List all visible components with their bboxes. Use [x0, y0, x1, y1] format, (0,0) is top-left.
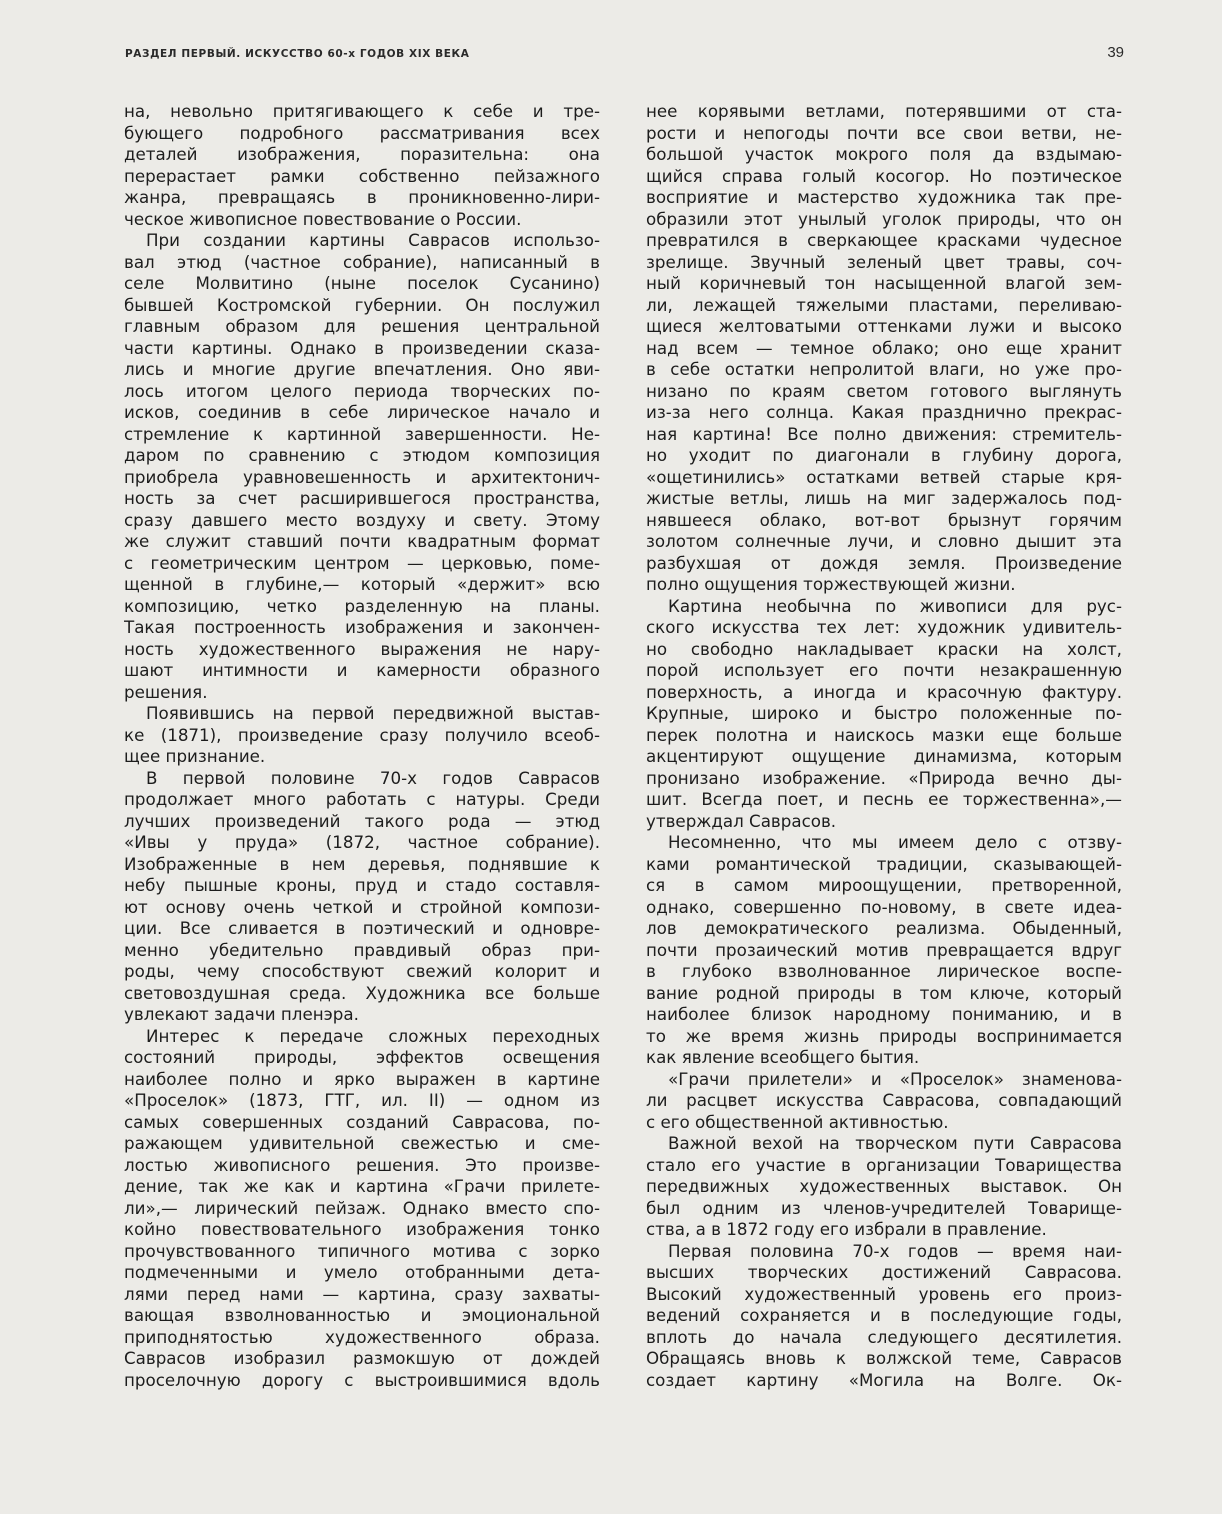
text-line: стремление к картинной завершенности. Не- [124, 423, 600, 444]
text-line: шают интимности и камерности образного [124, 660, 600, 680]
text-line: ства, а в 1872 году его избрали в правление. [646, 1219, 1047, 1239]
text-line: разбухшая от дождя земля. Произведение [646, 552, 1122, 573]
text-line: селе Молвитино (ныне поселок Сусанино) [124, 273, 600, 293]
text-line: пронизано изображение. «Природа вечно ды- [646, 767, 1122, 788]
text-line: части картины. Однако в произведении сказа- [124, 337, 600, 358]
text-line: щийся справа голый косогор. Но поэтическое [646, 165, 1122, 186]
text-line: даром по сравнению с этюдом композиция [124, 445, 600, 465]
text-line: с геометрическим центром — церковью, поме- [124, 552, 600, 573]
text-line: Появившись на первой передвижной выстав- [146, 703, 600, 723]
text-line: композицию, четко разделенную на планы. [124, 595, 600, 616]
text-line: койно повествовательного изображения тонко [124, 1219, 600, 1239]
text-line: ность за счет расширившегося пространства, [124, 488, 600, 508]
text-line: Несомненно, что мы имеем дело с отзву- [668, 832, 1122, 852]
text-line: лучших произведений такого рода — этюд [124, 810, 600, 831]
text-line: Картина необычна по живописи для рус- [668, 595, 1122, 616]
text-line: щиеся желтоватыми оттенками лужи и высоко [646, 316, 1122, 336]
text-line: Интерес к передаче сложных переходных [146, 1025, 600, 1046]
text-line: «Ивы у пруда» (1872, частное собрание). [124, 832, 600, 852]
text-line: ведений сохраняется и в последующие годы, [646, 1305, 1122, 1325]
text-line: Саврасов изобразил размокшую от дождей [124, 1348, 600, 1368]
text-line: Важной вехой на творческом пути Саврасова [668, 1133, 1122, 1153]
text-line: «Грачи прилетели» и «Проселок» знаменова- [668, 1068, 1122, 1089]
text-line: ли, лежащей тяжелыми пластами, переливаю- [646, 294, 1122, 315]
text-line: исков, соединив в себе лирическое начало и [124, 402, 600, 422]
text-line: шит. Всегда поет, и песнь ее торжественна»,— [646, 789, 1122, 809]
text-line: образили этот унылый уголок природы, что он [646, 208, 1122, 229]
text-line: световоздушная среда. Художника все больше [124, 982, 600, 1003]
left-text-column [124, 101, 600, 1391]
text-line: же служит ставший почти квадратным формат [124, 531, 600, 551]
text-line: В первой половине 70-х годов Саврасов [146, 767, 600, 788]
text-line: лями перед нами — картина, сразу захваты- [124, 1283, 600, 1304]
text-line: прочувствованного типичного мотива с зорко [124, 1240, 600, 1261]
text-line: лись и многие другие впечатления. Оно яви- [124, 359, 600, 379]
text-line: Такая построенность изображения и закончен- [124, 617, 600, 637]
text-line: ность художественного выражения не нару- [124, 638, 600, 659]
text-line: стало его участие в организации Товарищества [646, 1154, 1122, 1175]
text-line: ского искусства тех лет: художник удивитель- [646, 617, 1122, 637]
text-line: однако, совершенно по-новому, в свете идеа- [646, 896, 1122, 917]
text-line: вплоть до начала следующего десятилетия. [646, 1326, 1122, 1347]
text-line: «ощетинились» остатками ветвей старые кря- [646, 466, 1122, 487]
text-line: жанра, превращаясь в проникновенно-лири- [124, 187, 600, 207]
text-line: Первая половина 70-х годов — время наи- [668, 1240, 1122, 1261]
text-line: нявшееся облако, вот-вот брызнут горячим [646, 509, 1122, 530]
text-line: проселочную дорогу с выстроившимися вдоль [124, 1369, 600, 1390]
text-line: высших творческих достижений Саврасова. [646, 1262, 1122, 1282]
text-line: щее признание. [124, 746, 266, 766]
text-line: превратился в сверкающее красками чудесное [646, 230, 1122, 250]
text-line: ный коричневый тон насыщенной влагой зем- [646, 273, 1122, 293]
text-line: Высокий художественный уровень его произ- [646, 1283, 1122, 1304]
text-line: Обращаясь вновь к волжской теме, Саврасов [646, 1348, 1122, 1368]
text-line: нее корявыми ветлами, потерявшими от ста- [646, 101, 1122, 121]
text-line: бующего подробного рассматривания всех [124, 122, 600, 143]
text-line: жистые ветлы, лишь на миг задержалось под- [646, 488, 1122, 508]
text-line: продолжает много работать с натуры. Среди [124, 789, 600, 809]
text-line: порой использует его почти незакрашенную [646, 660, 1122, 680]
text-line: роды, чему способствуют свежий колорит и [124, 961, 600, 981]
text-line: При создании картины Саврасов использо- [146, 230, 600, 250]
text-line: зрелище. Звучный зеленый цвет травы, соч- [646, 251, 1122, 272]
text-line: но уходит по диагонали в глубину дорога, [646, 445, 1122, 465]
text-line: состояний природы, эффектов освещения [124, 1047, 600, 1067]
text-line: в глубоко взволнованное лирическое воспе- [646, 961, 1122, 981]
text-line: ческое живописное повествование о России. [124, 208, 522, 229]
text-line: ся в самом мироощущении, претворенной, [646, 875, 1122, 895]
text-line: поверхность, а иногда и красочную фактуру. [646, 681, 1122, 702]
page-number: 39 [1107, 44, 1124, 61]
text-line: ют основу очень четкой и стройной компози- [124, 896, 600, 917]
text-line: сразу давшего место воздуху и свету. Этому [124, 509, 600, 530]
text-line: создает картину «Могила на Волге. Ок- [646, 1369, 1122, 1390]
text-line: утверждал Саврасов. [646, 810, 837, 831]
text-line: с его общественной активностью. [646, 1111, 949, 1132]
text-line: ке (1871), произведение сразу получило всеоб- [124, 724, 600, 745]
text-line: но свободно накладывает краски на холст, [646, 638, 1122, 659]
text-line: акцентируют ощущение динамизма, которым [646, 746, 1122, 766]
text-line: на, невольно притягивающего к себе и тре- [124, 101, 600, 121]
text-line: самых совершенных созданий Саврасова, по- [124, 1111, 600, 1132]
text-line: вал этюд (частное собрание), написанный в [124, 251, 600, 272]
text-line: наиболее близок народному пониманию, и в [646, 1004, 1122, 1024]
text-line: то же время жизнь природы воспринимается [646, 1025, 1122, 1046]
text-line: бывшей Костромской губернии. Он послужил [124, 294, 600, 315]
text-line: как явление всеобщего бытия. [646, 1047, 920, 1067]
text-line: перерастает рамки собственно пейзажного [124, 165, 600, 186]
text-line: в себе остатки непролитой влаги, но уже про- [646, 359, 1122, 379]
text-line: лось итогом целого периода творческих по- [124, 380, 600, 401]
text-line: приподнятостью художественного образа. [124, 1326, 600, 1347]
text-line: ражающем удивительной свежестью и сме- [124, 1133, 600, 1153]
text-line: перек полотна и наискось мазки еще больше [646, 724, 1122, 745]
text-line: менно убедительно правдивый образ при- [124, 939, 600, 960]
text-line: над всем — темное облако; оно еще хранит [646, 337, 1122, 358]
text-line: подмеченными и умело отобранными дета- [124, 1262, 600, 1282]
text-line: главным образом для решения центральной [124, 316, 600, 336]
text-line: был одним из членов-учредителей Товарище- [646, 1197, 1122, 1218]
text-line: решения. [124, 681, 208, 702]
text-line: увлекают задачи пленэра. [124, 1004, 359, 1024]
running-head: РАЗДЕЛ ПЕРВЫЙ. ИСКУССТВО 60-х ГОДОВ XIX ВЕКА [125, 48, 470, 60]
text-line: золотом солнечные лучи, и словно дышит эта [646, 531, 1122, 551]
text-line: вающая взволнованностью и эмоциональной [124, 1305, 600, 1325]
text-line: низано по краям светом готового выглянуть [646, 380, 1122, 401]
text-line: почти прозаический мотив превращается вдруг [646, 939, 1122, 960]
text-line: «Проселок» (1873, ГТГ, ил. II) — одном из [124, 1090, 600, 1110]
text-line: небу пышные кроны, пруд и стадо составля- [124, 875, 600, 895]
right-text-column [646, 101, 1122, 1391]
text-line: лов демократического реализма. Обыденный, [646, 918, 1122, 938]
text-line: Крупные, широко и быстро положенные по- [646, 703, 1122, 723]
text-line: наиболее полно и ярко выражен в картине [124, 1068, 600, 1089]
text-line: ная картина! Все полно движения: стремитель- [646, 423, 1122, 444]
text-line: деталей изображения, поразительна: она [124, 144, 600, 164]
text-line: из-за него солнца. Какая празднично прекрас- [646, 402, 1122, 422]
text-line: передвижных художественных выставок. Он [646, 1176, 1122, 1196]
text-line: ли»,— лирический пейзаж. Однако вместо спо- [124, 1197, 600, 1218]
text-line: ли расцвет искусства Саврасова, совпадающий [646, 1090, 1122, 1110]
text-line: щенной в глубине,— который «держит» всю [124, 574, 600, 594]
text-line: ками романтической традиции, сказывающей- [646, 853, 1122, 874]
text-line: вание родной природы в том ключе, который [646, 982, 1122, 1003]
text-line: лостью живописного решения. Это произве- [124, 1154, 600, 1175]
text-line: восприятие и мастерство художника так пре- [646, 187, 1122, 207]
text-line: дение, так же как и картина «Грачи прилете- [124, 1176, 600, 1196]
text-line: приобрела уравновешенность и архитектонич- [124, 466, 600, 487]
text-line: большой участок мокрого поля да вздымаю- [646, 144, 1122, 164]
text-line: полно ощущения торжествующей жизни. [646, 574, 1016, 594]
text-line: рости и непогоды почти все свои ветви, не- [646, 122, 1122, 143]
text-line: Изображенные в нем деревья, поднявшие к [124, 853, 600, 874]
text-line: ции. Все сливается в поэтический и одновре- [124, 918, 600, 938]
